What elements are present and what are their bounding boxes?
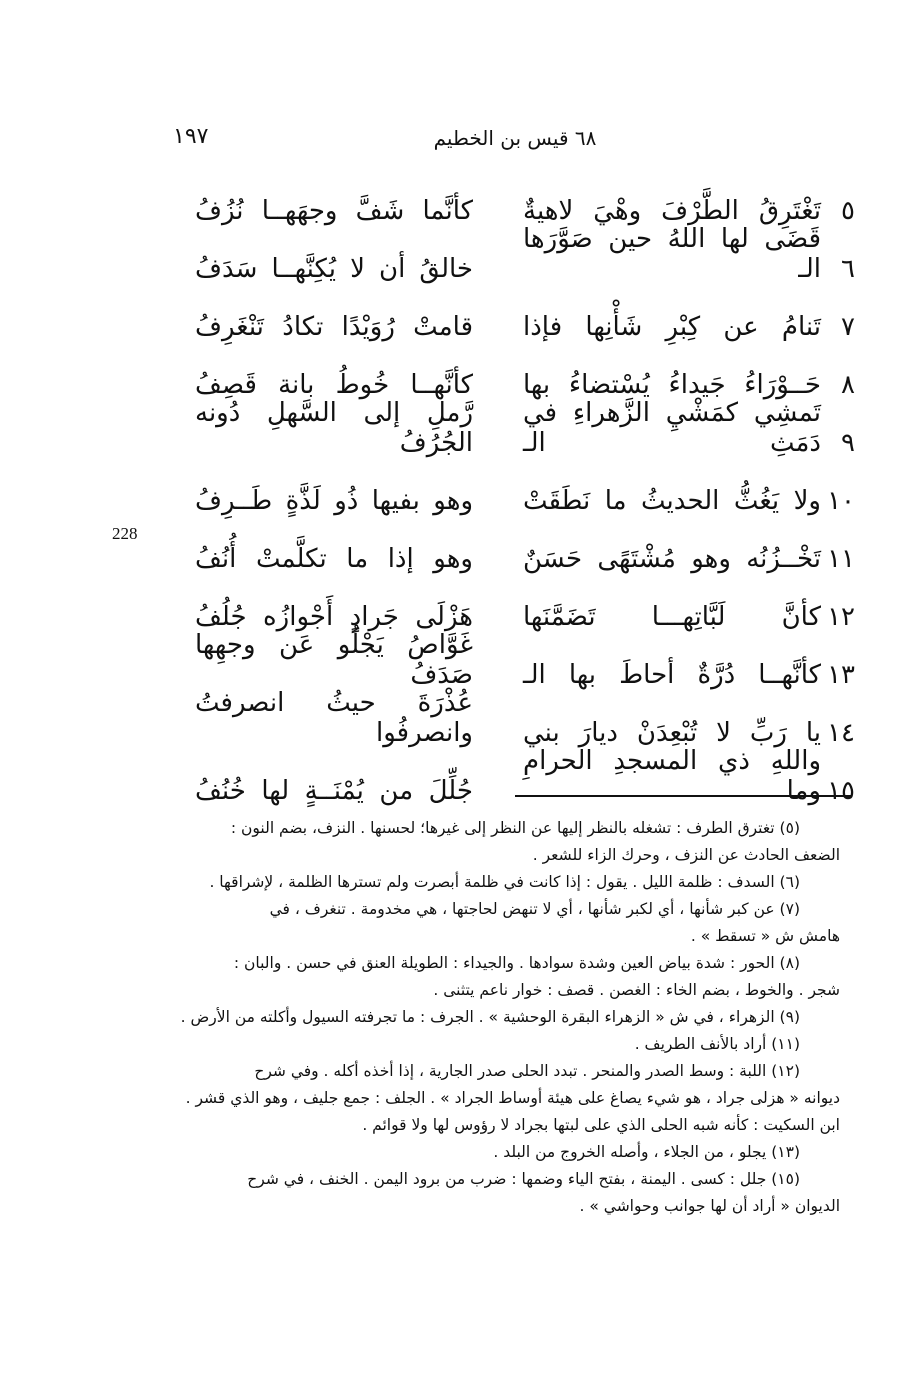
verse-number: ١٢ <box>827 602 855 632</box>
footnote-line: شجر . والخوط ، بضم الخاء : الغصن . قصف : خوار ناعم يتثنى . <box>433 981 840 999</box>
verses-divider-rule <box>515 795 851 797</box>
verse-line <box>195 516 855 574</box>
verse-number: ٩ <box>841 428 855 458</box>
verse-first-hemistich: يا رَبِّ لا تُبْعِدَنْ ديارَ بني <box>523 718 821 748</box>
verse-second-hemistich: غَوَّاصُ يَجْلُو عَن وجهِها صَدَفُ <box>195 630 473 690</box>
footnote-line: الضعف الحادث عن النزف ، وحرك الزاء للشعر . <box>532 846 840 864</box>
verse-line <box>195 690 855 748</box>
verse-first-hemistich: كأنَّ لَبَّاتِهـــا تَضَمَّنَها <box>523 602 821 632</box>
footnote-line: (٧) عن كبر شأنها ، أي لكبر شأنها ، أي لا تنهض لحاجتها ، هي مخدومة . تنغرف ، في <box>269 900 800 918</box>
margin-reference: 228 <box>112 524 138 543</box>
footnote-line: (١٢) اللبة : وسط الصدر والمنحر . تبدد الحلى صدر الجارية ، إذا أخذه أكله . وفي شرح <box>254 1062 800 1080</box>
verse-second-hemistich: كأنَّهــا خُوطُ بانة قَصِفُ <box>195 370 473 400</box>
verse-second-hemistich: عُذْرَةَ حيثُ انصرفتُ وانصرفُوا <box>195 688 473 748</box>
verse-first-hemistich: تَخْــزُنُه وهو مُشْتَهًى حَسَنٌ <box>523 544 821 574</box>
footnote-line: (١٣) يجلو ، من الجلاء ، وأصله الخروج من البلد . <box>493 1143 800 1161</box>
verse-line <box>195 458 855 516</box>
footnote-line: (٦) السدف : ظلمة الليل . يقول : إذا كانت في ظلمة أبصرت ولم تسترها الظلمة ، لإشراقها . <box>209 873 800 891</box>
footnote-line: (٨) الحور : شدة بياض العين وشدة سوادها . والجيداء : الطويلة العنق في حسن . والبان : <box>233 954 800 972</box>
verse-second-hemistich: خالقُ أن لا يُكِنَّهــا سَدَفُ <box>195 254 473 284</box>
verse-number: ١٤ <box>827 718 855 748</box>
verse-first-hemistich: كأنَّهــا دُرَّةٌ أحاطَ بها الـ <box>523 660 821 690</box>
verse-first-hemistich: ولا يَغُثُّ الحديثُ ما نَطَقَتْ <box>523 486 821 516</box>
verse-number: ١١ <box>827 544 855 574</box>
verse-first-hemistich: حَــوْرَاءُ جَيداءُ يُسْتضاءُ بها <box>523 370 821 400</box>
verse-number: ١٠ <box>827 486 855 516</box>
verse-number: ١٣ <box>827 660 855 690</box>
verse-first-hemistich: تَمشِي كمَشْيِ الزَّهراءِ في دَمَثِ الـ <box>523 398 821 458</box>
verse-second-hemistich: هَزْلَى جَرادٍ أَجْوازُه جُلُفُ <box>195 602 473 632</box>
verse-second-hemistich: رَّملِ إلى السَّهلِ دُونه الجُرُفُ <box>195 398 473 458</box>
verse-line <box>195 168 855 226</box>
footnote-line: (١٥) جلل : كسى . اليمنة ، بفتح الياء وضمها : ضرب من برود اليمن . الخنف ، في شرح <box>247 1170 800 1188</box>
verse-first-hemistich: تَغْتَرِقُ الطَّرْفَ وهْيَ لاهيةٌ <box>523 196 821 226</box>
verse-first-hemistich: قَضَى لها اللهُ حين صَوَّرَها الـ <box>523 224 821 284</box>
footnote-line: الديوان « أراد أن لها جوانب وحواشي » . <box>579 1197 840 1215</box>
footnote-line: ديوانه « هزلى جراد ، هو شيء يصاغ على هيئة أوساط الجراد » . الجلف : جمع جليف ، وهو الذي قشر . <box>185 1089 840 1107</box>
footnotes <box>160 815 840 1220</box>
verse-second-hemistich: قامتْ رُوَيْدًا تكادُ تَنْغَرِفُ <box>195 312 473 342</box>
verse-number: ٨ <box>841 370 855 400</box>
verse-line <box>195 226 855 284</box>
verse-line <box>195 632 855 690</box>
verse-second-hemistich: جُلِّلَ من يُمْنَــةٍ لها خُنُفُ <box>195 776 473 806</box>
verse-second-hemistich: وهو إذا ما تكلَّمتْ أُنُفُ <box>195 544 473 574</box>
verse-line <box>195 342 855 400</box>
verse-number: ٦ <box>841 254 855 284</box>
verse-first-hemistich: تَنامُ عن كِبْرِ شَأْنِها فإذا <box>523 312 821 342</box>
verse-line <box>195 748 855 806</box>
verse-second-hemistich: وهو بفيها ذُو لَذَّةٍ طَــرِفُ <box>195 486 473 516</box>
running-head: ٦٨ قيس بن الخطيم <box>433 126 597 150</box>
footnote-line: هامش ش « تسقط » . <box>690 927 840 945</box>
verse-number: ٧ <box>841 312 855 342</box>
footnote-line: (٩) الزهراء ، في ش « الزهراء البقرة الوحشية » . الجرف : ما تجرفته السيول وأكلته من الأرض . <box>180 1008 800 1026</box>
verse-first-hemistich: واللهِ ذي المسجدِ الحرامِ وما <box>523 746 821 806</box>
verse-line <box>195 284 855 342</box>
verse-number: ٥ <box>841 196 855 226</box>
verse-number: ١٥ <box>827 776 855 806</box>
page-number: ١٩٧ <box>173 124 209 149</box>
footnote-line: ابن السكيت : كأنه شبه الحلى الذي على لبتها بجراد لا رؤوس لها ولا قوائم . <box>362 1116 840 1134</box>
verse-line <box>195 574 855 632</box>
poem-verses <box>195 168 855 806</box>
footnote-line: (١١) أراد بالأنف الطريف . <box>634 1035 800 1053</box>
footnote-line: (٥) تغترق الطرف : تشغله بالنظر إليها عن النظر إلى غيرها؛ لحسنها . النزف، بضم النون : <box>230 819 800 837</box>
verse-line <box>195 400 855 458</box>
verse-second-hemistich: كأنَّما شَفَّ وجهَهــا نُزُفُ <box>195 196 473 226</box>
